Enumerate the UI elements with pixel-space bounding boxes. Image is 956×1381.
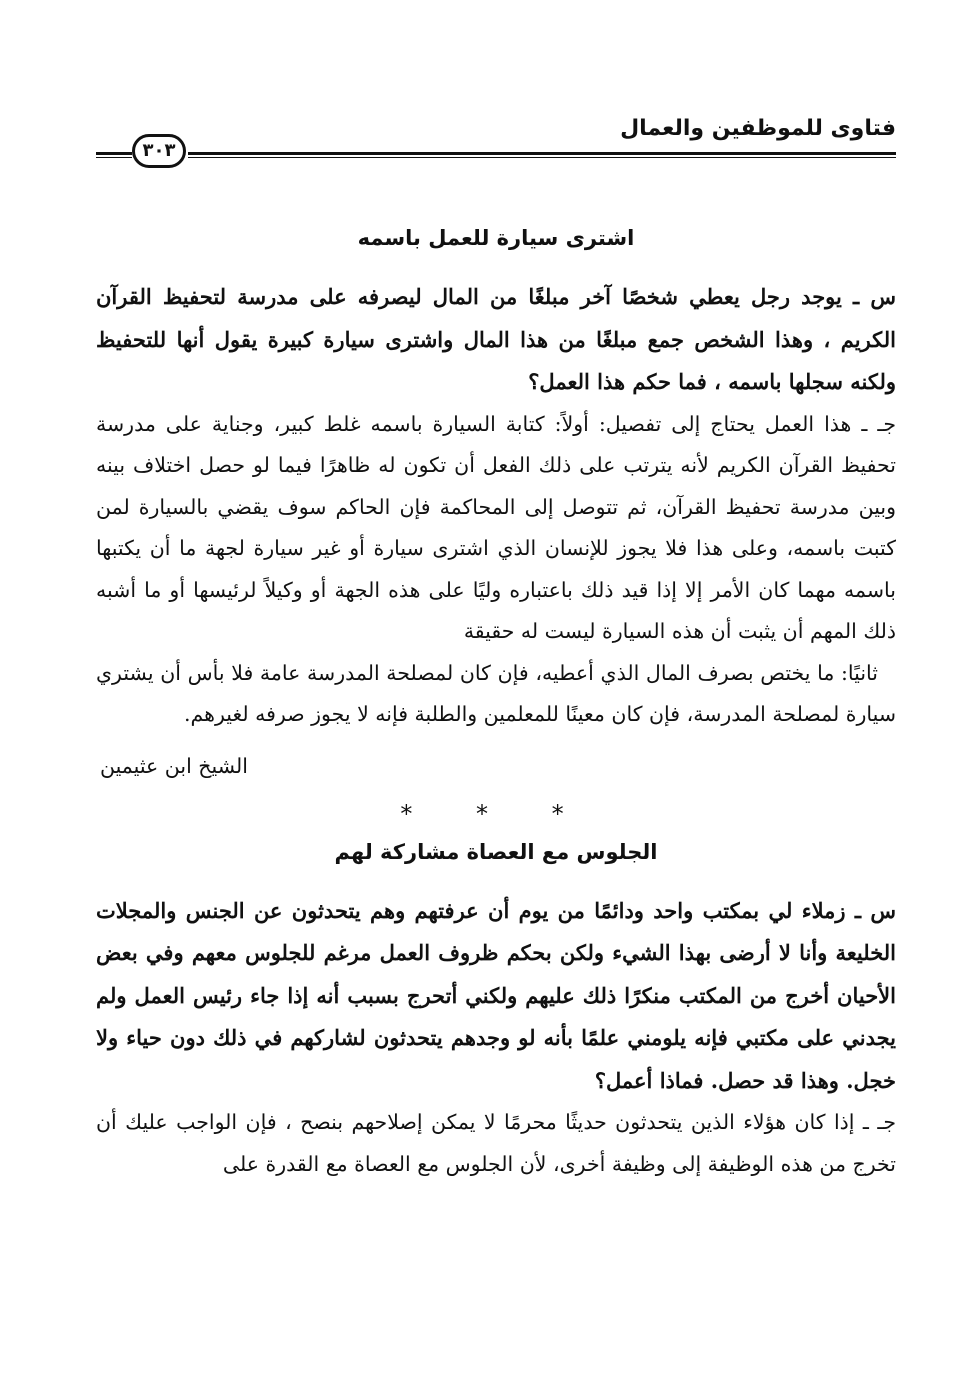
header-rule-left [96,152,132,158]
answer-sitting: جـ ـ إذا كان هؤلاء الذين يتحدثون حديثًا محرمًا لا يمكن إصلاحهم بنصح ، فإن الواجب عليك أن تخرج من هذه الوظيفة إلى وظيفة أخرى، لأن الجلوس مع العصاة مع القدرة على [96,1110,896,1176]
running-header [96,112,896,162]
page-number: ٣٠٣ [132,134,186,168]
question-sitting: س ـ زملاء لي بمكتب واحد ودائمًا من يوم أن عرفتهم وهم يتحدثون عن الجنس والمجلات الخليعة وأنا لا أرضى بهذا الشيء ولكن بحكم ظروف العمل مرغم للجلوس معهم وفي بعض الأحيان أخرج من المكتب منكرًا ذلك عليهم ولكني أتحرج بسبب أنه إذا جاء رئيس العمل ولم يجدني على مكتبي فإنه يلومني علمًا بأنه لو وجدهم يتحدثون لشاركهم في ذلك دون حياء ولا خجل. وهذا قد حصل. فماذا أعمل؟ [96,897,896,1093]
answer-car-first: جـ ـ هذا العمل يحتاج إلى تفصيل: أولاً: كتابة السيارة باسمه غلط كبير، وجناية على مدرسة تحفيظ القرآن الكريم لأنه يترتب على ذلك الفعل أن تكون له ظاهرًا فيما لو حصل اختلاف بينه وبين مدرسة تحفيظ القرآن، ثم تتوصل إلى المحاكمة فإن الحاكم سوف يقضي بالسيارة لمن كتبت باسمه، وعلى هذا فلا يجوز للإنسان الذي اشترى سيارة أو غير سيارة لجهة ما أن يكتبها باسمه مهما كان الأمر إلا إذا قيد ذلك باعتباره وليًا على هذه الجهة أو وكيلاً لرئيسها أو ما أشبه ذلك المهم أن يثبت أن هذه السيارة ليست له حقيقة [96,411,896,643]
running-header-title: فتاوى للموظفين والعمال [620,116,896,141]
question-car: س ـ يوجد رجل يعطي شخصًا آخر مبلغًا من المال ليصرفه على مدرسة لتحفيظ القرآن الكريم ، وهذا الشخص جمع مبلغًا من هذا المال واشترى سيارة كبيرة يقول أنها للتحفيظ ولكنه سجلها باسمه ، فما حكم هذا العمل؟ [96,284,896,394]
section-separator: * * * [400,799,592,828]
fatwa-signature: الشيخ ابن عثيمين [100,753,248,778]
section-title-sitting: الجلوس مع العصاة مشاركة لهم [334,839,658,864]
page-content [96,222,896,1185]
section-title-car: اشترى سيارة للعمل باسمه [357,226,635,250]
header-rule [188,152,896,158]
answer-car-second: ثانيًا: ما يختص بصرف المال الذي أعطيه، فإن كان لمصلحة المدرسة عامة فلا بأس أن يشتري سيارة لمصلحة المدرسة، فإن كان معينًا للمعلمين والطلبة فإنه لا يجوز صرفه لغيرهم. [96,660,896,726]
